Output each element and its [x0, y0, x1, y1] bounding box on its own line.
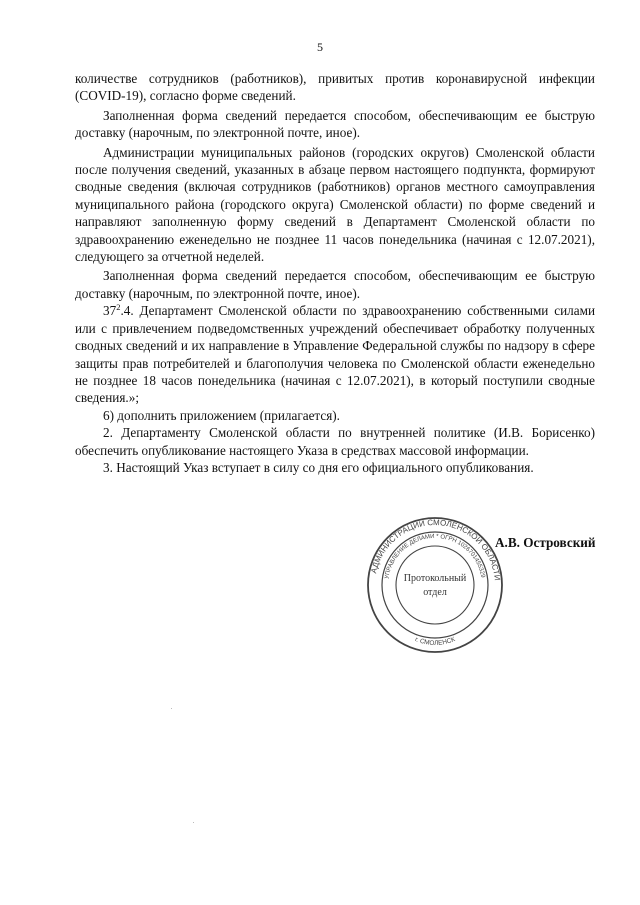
page-number: 5	[317, 40, 323, 54]
point-number: 37	[103, 303, 117, 319]
item-6: 6) дополнить приложением (прилагается).	[103, 407, 340, 423]
signer-name: А.В. Островский	[495, 535, 596, 550]
stamp-city-text: г. СМОЛЕНСК	[413, 636, 457, 648]
point-text: Департамент Смоленской области по здравоохранению собственными силами или с привлечением подведомственных учреждений обеспечивает обработку полученных сводных сведений и их направление в Управление Федеральной службы по надзору в сфере защиты прав потребителей и благополучия человека по Смоленской области еженедельно не позднее 18 часов понедельника (начиная с 12.07.2021), в который поступили сводные сведения.»;	[75, 303, 595, 406]
scan-artifact	[171, 708, 172, 709]
stamp-center-line-2: отдел	[423, 587, 447, 598]
point-superscript: 2	[116, 302, 121, 313]
paragraph-continuation: количестве сотрудников (работников), привитых против коронавирусной инфекции (COVID-19), согласно форме сведений.	[75, 71, 595, 104]
paragraph-point-37	[75, 302, 595, 406]
item-2: 2. Департаменту Смоленской области по внутренней политике (И.В. Борисенко) обеспечить опубликование настоящего Указа в средствах массовой информации.	[75, 425, 595, 458]
stamp-center-line-1: Протокольный	[403, 573, 467, 584]
document-body	[75, 70, 595, 476]
point-suffix: .4.	[120, 303, 134, 319]
official-stamp	[365, 515, 505, 655]
scan-artifact	[193, 822, 194, 823]
paragraph-delivery-2: Заполненная форма сведений передается способом, обеспечивающим ее быструю доставку (нарочным, по электронной почте, иное).	[75, 268, 595, 301]
paragraph-delivery-1: Заполненная форма сведений передается способом, обеспечивающим ее быструю доставку (нарочным, по электронной почте, иное).	[75, 107, 595, 141]
stamp-inner-text: УПРАВЛЕНИЕ ДЕЛАМИ * ОГРН 1026701455329	[384, 533, 486, 580]
item-3: 3. Настоящий Указ вступает в силу со дня его официального опубликования.	[103, 459, 534, 475]
paragraph-administrations: Администрации муниципальных районов (городских округов) Смоленской области после получения сведений, указанных в абзаце первом настоящего подпункта, формируют сводные сведения (включая сотрудников (работников) органов местного самоуправления муниципального района (городского округа) Смоленской области) по форме сведений и направляют заполненную форму сведений в Департамент Смоленской области по здравоохранению еженедельно не позднее 11 часов понедельника (начиная с 12.07.2021), следующего за отчетной неделей.	[75, 144, 595, 265]
stamp-outer-text: АДМИНИСТРАЦИИ СМОЛЕНСКОЙ ОБЛАСТИ	[369, 517, 502, 582]
